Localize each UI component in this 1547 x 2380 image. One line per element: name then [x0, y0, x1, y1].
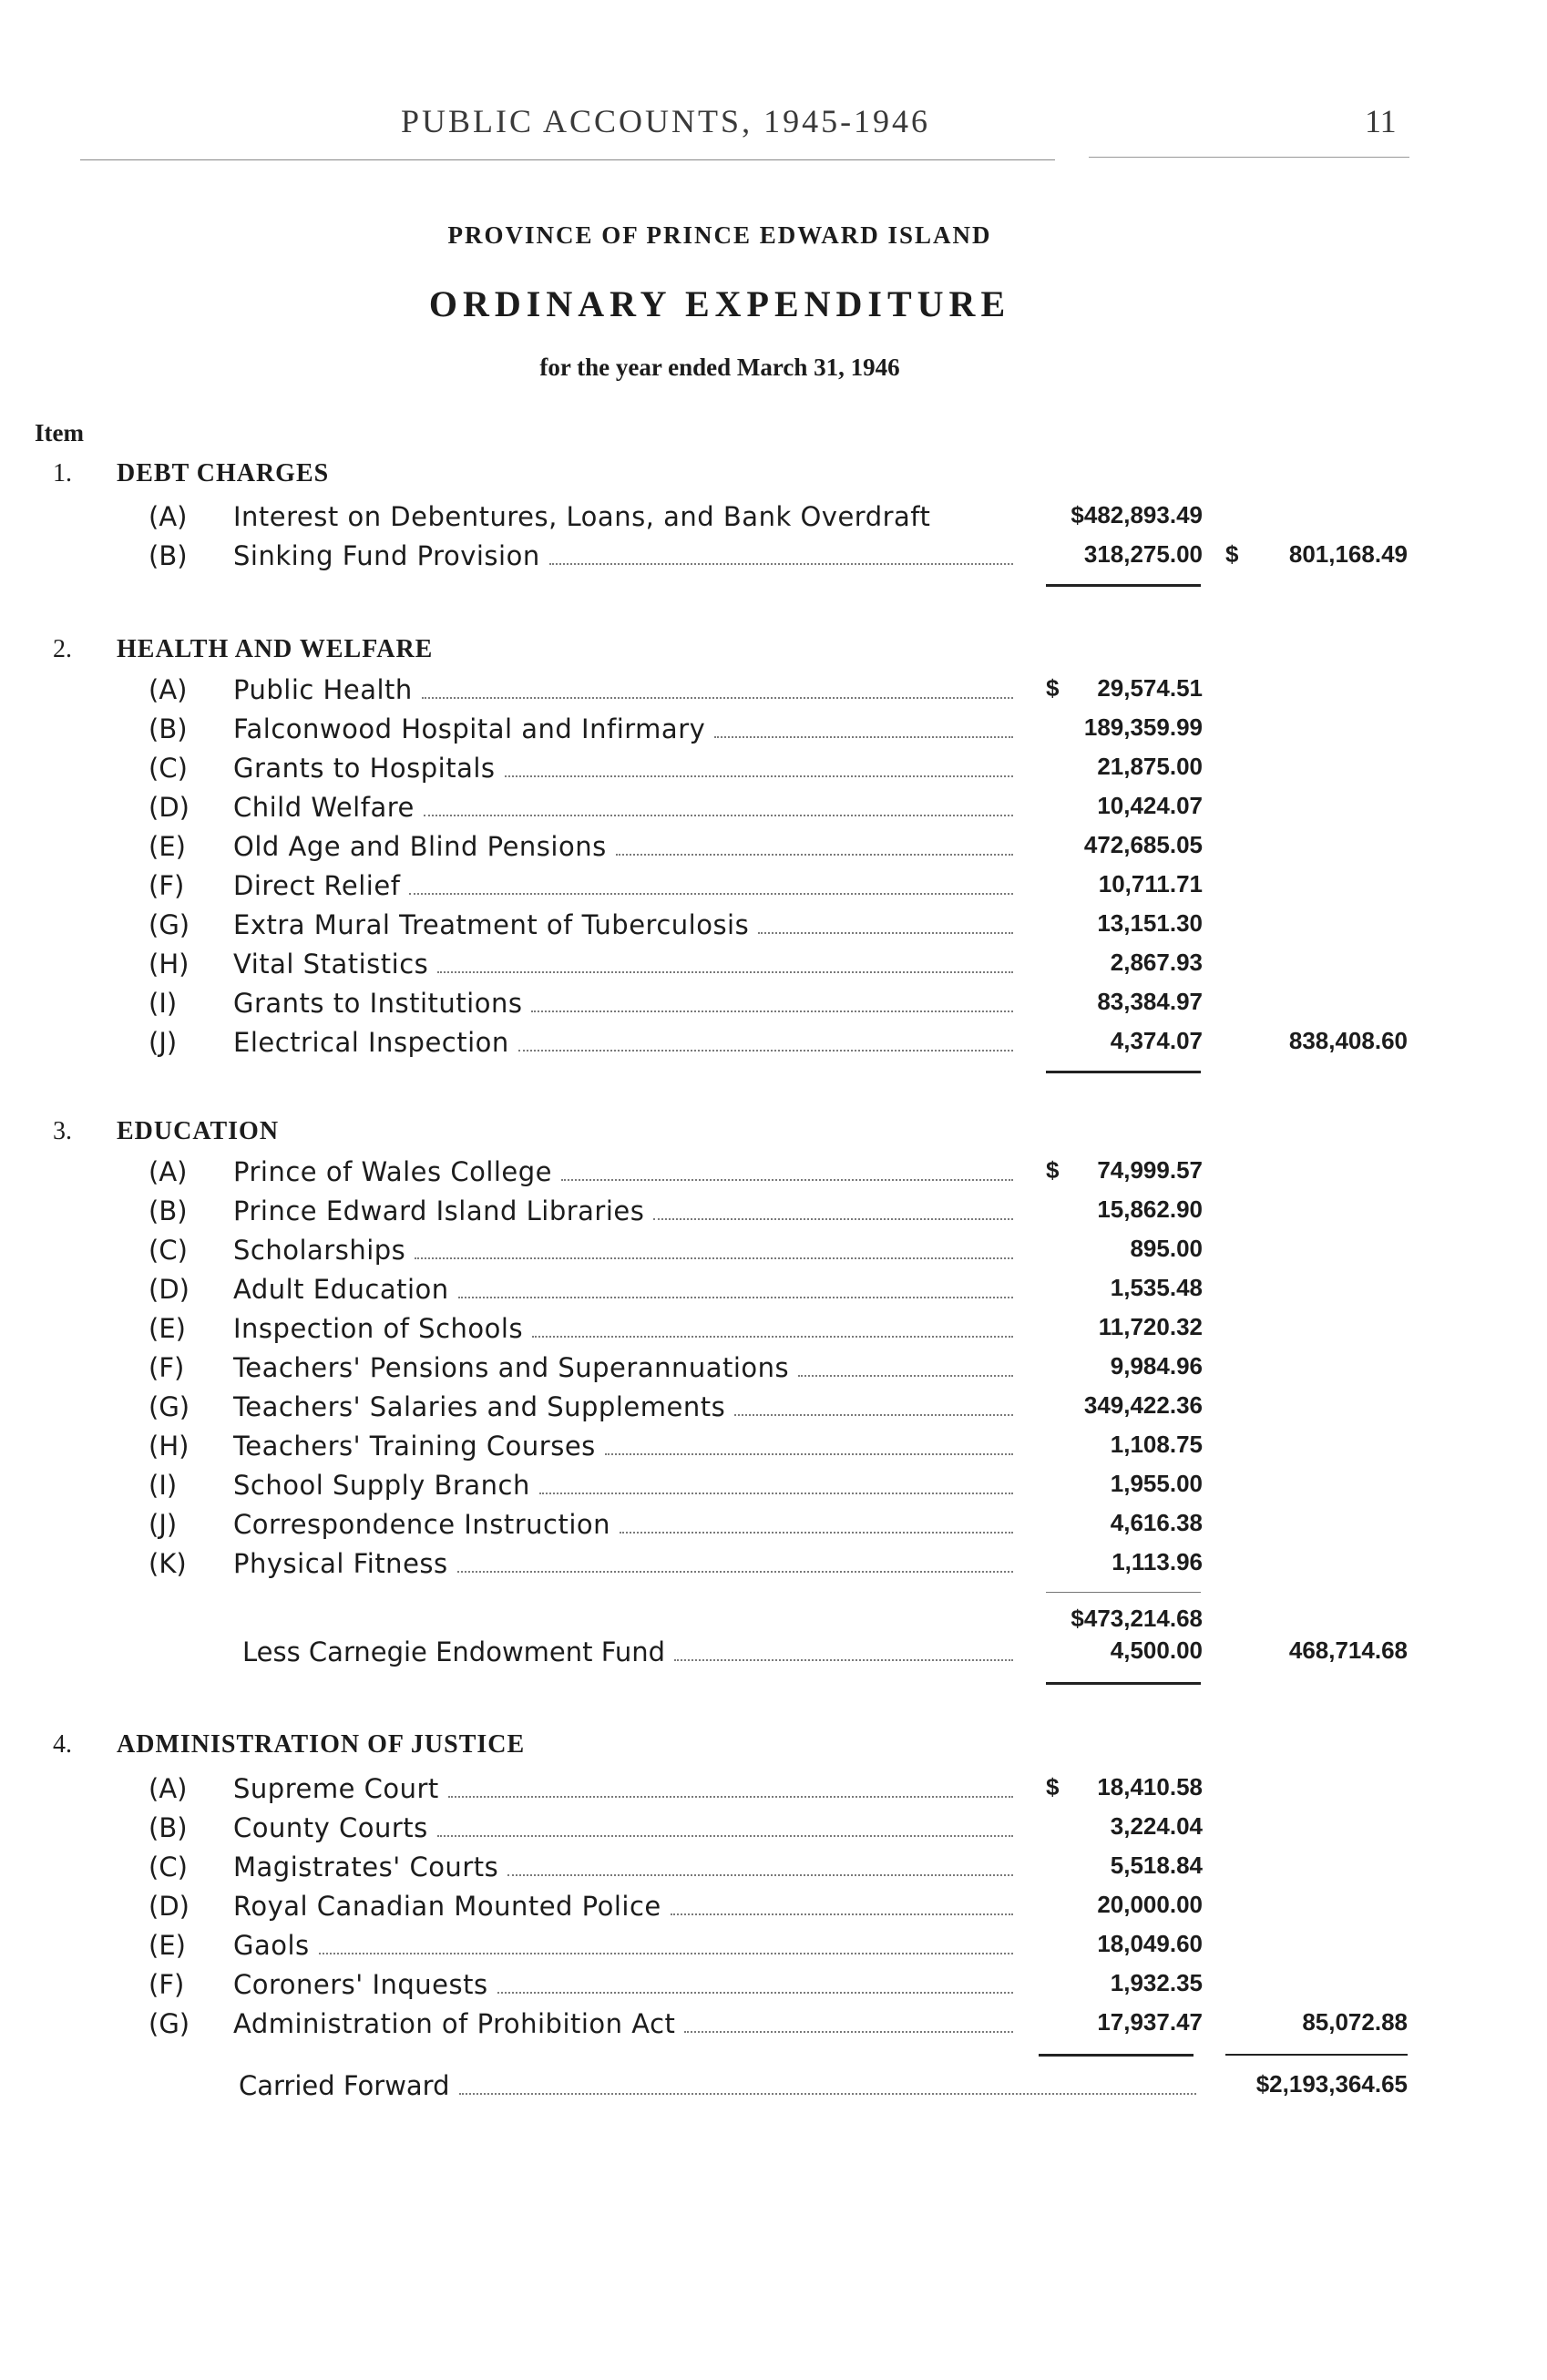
page-title: ORDINARY EXPENDITURE — [428, 283, 1011, 324]
line-letter: (B) — [149, 1812, 188, 1843]
line-amount: 1,535.48 — [1110, 1274, 1203, 1301]
line-description: Extra Mural Treatment of Tuberculosis — [233, 909, 750, 940]
expenditure-line — [0, 949, 1547, 985]
line-letter: (B) — [149, 713, 188, 744]
dot-leader — [734, 1413, 1013, 1416]
expenditure-line — [0, 792, 1547, 828]
expenditure-line — [0, 1773, 1547, 1810]
line-amount: 895.00 — [1130, 1235, 1203, 1262]
expenditure-line — [0, 1470, 1547, 1506]
line-description: Interest on Debentures, Loans, and Bank Overdraft — [233, 501, 931, 532]
line-amount: 17,937.47 — [1097, 2008, 1203, 2036]
line-letter: (B) — [149, 540, 188, 571]
line-letter: (J) — [149, 1027, 178, 1058]
line-description: Adult Education — [233, 1274, 449, 1305]
line-description: Coroners' Inquests — [233, 1969, 488, 2000]
line-letter: (I) — [149, 1470, 178, 1501]
dot-leader — [497, 1991, 1013, 1994]
section-subtotal: $473,214.68 — [1071, 1605, 1203, 1632]
section-total: 468,714.68 — [1288, 1636, 1408, 1664]
line-description: Prince of Wales College — [233, 1156, 553, 1187]
section-number: 1. — [53, 459, 72, 487]
line-letter: (A) — [149, 501, 188, 532]
expenditure-line — [0, 1235, 1547, 1271]
dot-leader — [605, 1452, 1013, 1455]
dot-leader — [671, 1913, 1013, 1915]
expenditure-line — [0, 674, 1547, 711]
header-rule — [80, 159, 1055, 160]
line-amount: 4,616.38 — [1110, 1509, 1203, 1536]
line-description: Falconwood Hospital and Infirmary — [233, 713, 706, 744]
line-description: Inspection of Schools — [233, 1313, 524, 1344]
expenditure-line — [0, 909, 1547, 946]
item-column-label: Item — [35, 419, 84, 446]
line-description: Grants to Institutions — [233, 988, 523, 1019]
expenditure-line — [0, 1195, 1547, 1232]
expenditure-line — [0, 501, 1547, 538]
line-amount: 13,151.30 — [1097, 909, 1203, 937]
expenditure-line — [0, 1274, 1547, 1310]
line-letter: (C) — [149, 753, 188, 784]
line-letter: (G) — [149, 1391, 190, 1422]
expenditure-line — [0, 1812, 1547, 1849]
line-letter: (G) — [149, 2008, 190, 2039]
dot-leader — [532, 1335, 1013, 1338]
line-letter: (E) — [149, 1930, 186, 1961]
section-number: 2. — [53, 635, 72, 663]
period-subtitle: for the year ended March 31, 1946 — [539, 354, 900, 381]
line-letter: (H) — [149, 949, 190, 980]
expenditure-line — [0, 870, 1547, 907]
line-letter: (F) — [149, 1969, 185, 2000]
line-letter: (D) — [149, 792, 190, 823]
dot-leader — [798, 1374, 1013, 1377]
line-description: Supreme Court — [233, 1773, 439, 1804]
expenditure-line — [0, 988, 1547, 1024]
expenditure-line — [0, 1313, 1547, 1349]
carried-forward-amount: $2,193,364.65 — [1255, 2070, 1408, 2098]
dot-leader — [561, 1178, 1013, 1181]
line-amount: 11,720.32 — [1098, 1313, 1203, 1340]
line-description: Magistrates' Courts — [233, 1852, 499, 1882]
line-description: Sinking Fund Provision — [233, 540, 540, 571]
line-amount: 83,384.97 — [1097, 988, 1203, 1015]
dot-leader — [505, 775, 1013, 777]
line-description: Prince Edward Island Libraries — [233, 1195, 645, 1226]
line-amount: $ 29,574.51 — [1046, 674, 1203, 702]
line-letter: (B) — [149, 1195, 188, 1226]
dot-leader — [620, 1531, 1013, 1534]
dot-leader — [458, 1296, 1013, 1298]
line-letter: (A) — [149, 1156, 188, 1187]
line-letter: (C) — [149, 1852, 188, 1882]
line-description: Electrical Inspection — [233, 1027, 509, 1058]
line-description: Grants to Hospitals — [233, 753, 496, 784]
line-description: Old Age and Blind Pensions — [233, 831, 607, 862]
expenditure-line — [0, 1969, 1547, 2006]
dot-leader — [714, 735, 1013, 738]
dot-leader — [531, 1010, 1013, 1012]
page-number: 11 — [1365, 103, 1397, 139]
expenditure-line — [0, 1930, 1547, 1966]
expenditure-line — [0, 1156, 1547, 1193]
line-description: Teachers' Training Courses — [233, 1431, 596, 1462]
expenditure-line — [0, 1891, 1547, 1927]
dot-leader — [684, 2030, 1013, 2033]
dot-leader — [616, 853, 1013, 856]
line-amount: 472,685.05 — [1083, 831, 1203, 858]
carried-forward-label: Carried Forward — [239, 2070, 450, 2101]
line-description: Public Health — [233, 674, 413, 705]
province-heading: PROVINCE OF PRINCE EDWARD ISLAND — [447, 221, 992, 249]
line-amount: 1,955.00 — [1110, 1470, 1203, 1497]
line-amount: 10,711.71 — [1098, 870, 1203, 898]
line-description: Gaols — [233, 1930, 310, 1961]
line-amount: 20,000.00 — [1097, 1891, 1203, 1918]
line-letter: (K) — [149, 1548, 187, 1579]
line-description: Royal Canadian Mounted Police — [233, 1891, 661, 1922]
dot-leader — [758, 931, 1013, 934]
expenditure-line — [0, 1431, 1547, 1467]
deduction-amount: 4,500.00 — [1110, 1636, 1203, 1664]
line-description: County Courts — [233, 1812, 428, 1843]
line-letter: (F) — [149, 870, 185, 901]
dot-leader — [437, 1834, 1013, 1837]
line-letter: (C) — [149, 1235, 188, 1266]
section-title: DEBT CHARGES — [117, 459, 330, 487]
dot-leader — [549, 562, 1013, 565]
line-amount: 10,424.07 — [1097, 792, 1203, 819]
line-description: Child Welfare — [233, 792, 415, 823]
line-amount: 5,518.84 — [1110, 1852, 1203, 1879]
section-number: 4. — [53, 1730, 72, 1759]
line-letter: (D) — [149, 1891, 190, 1922]
line-letter: (H) — [149, 1431, 190, 1462]
line-description: Correspondence Instruction — [233, 1509, 611, 1540]
dot-leader — [539, 1492, 1013, 1494]
total-rule — [1046, 1071, 1201, 1073]
line-amount: 15,862.90 — [1097, 1195, 1203, 1223]
line-amount: 349,422.36 — [1083, 1391, 1203, 1419]
line-amount: 18,049.60 — [1097, 1930, 1203, 1957]
line-letter: (E) — [149, 831, 186, 862]
expenditure-line — [0, 1852, 1547, 1888]
line-amount: 189,359.99 — [1083, 713, 1203, 741]
dot-leader — [422, 696, 1013, 699]
dot-leader — [459, 2092, 1196, 2095]
dot-leader — [437, 970, 1013, 973]
total-rule — [1046, 584, 1201, 587]
line-amount: 2,867.93 — [1110, 949, 1203, 976]
line-amount: 4,374.07 — [1110, 1027, 1203, 1054]
line-letter: (I) — [149, 988, 178, 1019]
dot-leader — [507, 1873, 1013, 1876]
line-amount: $ 74,999.57 — [1046, 1156, 1203, 1184]
section-number: 3. — [53, 1117, 72, 1145]
carried-forward-rule — [1225, 2054, 1408, 2056]
dot-leader — [674, 1658, 1013, 1661]
line-description: School Supply Branch — [233, 1470, 530, 1501]
line-amount: $ 18,410.58 — [1046, 1773, 1203, 1800]
line-description: Administration of Prohibition Act — [233, 2008, 676, 2039]
section-total: 838,408.60 — [1288, 1027, 1408, 1054]
total-rule — [1039, 2054, 1194, 2057]
line-amount: $482,893.49 — [1071, 501, 1203, 528]
expenditure-line — [0, 1548, 1547, 1585]
expenditure-line — [0, 1509, 1547, 1545]
section-title: HEALTH AND WELFARE — [117, 635, 434, 663]
line-letter: (D) — [149, 1274, 190, 1305]
expenditure-line — [0, 1352, 1547, 1389]
dot-leader — [409, 892, 1013, 895]
line-letter: (A) — [149, 674, 188, 705]
dot-leader — [457, 1570, 1013, 1573]
line-letter: (A) — [149, 1773, 188, 1804]
subtotal-rule — [1046, 1592, 1201, 1593]
expenditure-line — [0, 1391, 1547, 1428]
line-letter: (J) — [149, 1509, 178, 1540]
dot-leader — [653, 1217, 1013, 1220]
deduction-description: Less Carnegie Endowment Fund — [242, 1636, 665, 1667]
line-letter: (G) — [149, 909, 190, 940]
section-title: ADMINISTRATION OF JUSTICE — [117, 1730, 526, 1759]
running-title: PUBLIC ACCOUNTS, 1945-1946 — [401, 103, 931, 139]
dot-leader — [415, 1257, 1013, 1259]
line-amount: 1,113.96 — [1112, 1548, 1203, 1575]
expenditure-line — [0, 713, 1547, 750]
dot-leader — [319, 1952, 1013, 1954]
line-letter: (F) — [149, 1352, 185, 1383]
line-description: Physical Fitness — [233, 1548, 448, 1579]
line-amount: 318,275.00 — [1083, 540, 1203, 568]
line-letter: (E) — [149, 1313, 186, 1344]
section-total: $ 801,168.49 — [1225, 540, 1408, 568]
line-description: Direct Relief — [233, 870, 401, 901]
header-rule-right — [1089, 157, 1409, 158]
dot-leader — [518, 1049, 1013, 1052]
dot-leader — [424, 814, 1013, 816]
section-total: 85,072.88 — [1302, 2008, 1408, 2036]
line-description: Teachers' Salaries and Supplements — [233, 1391, 726, 1422]
line-amount: 21,875.00 — [1097, 753, 1203, 780]
line-description: Scholarships — [233, 1235, 406, 1266]
expenditure-line — [0, 831, 1547, 867]
dot-leader — [448, 1795, 1013, 1798]
line-amount: 3,224.04 — [1110, 1812, 1203, 1840]
line-amount: 9,984.96 — [1110, 1352, 1203, 1380]
line-description: Teachers' Pensions and Superannuations — [233, 1352, 790, 1383]
line-description: Vital Statistics — [233, 949, 429, 980]
section-title: EDUCATION — [117, 1117, 280, 1145]
expenditure-line — [0, 753, 1547, 789]
total-rule — [1046, 1682, 1201, 1685]
line-amount: 1,932.35 — [1110, 1969, 1203, 1996]
line-amount: 1,108.75 — [1110, 1431, 1203, 1458]
